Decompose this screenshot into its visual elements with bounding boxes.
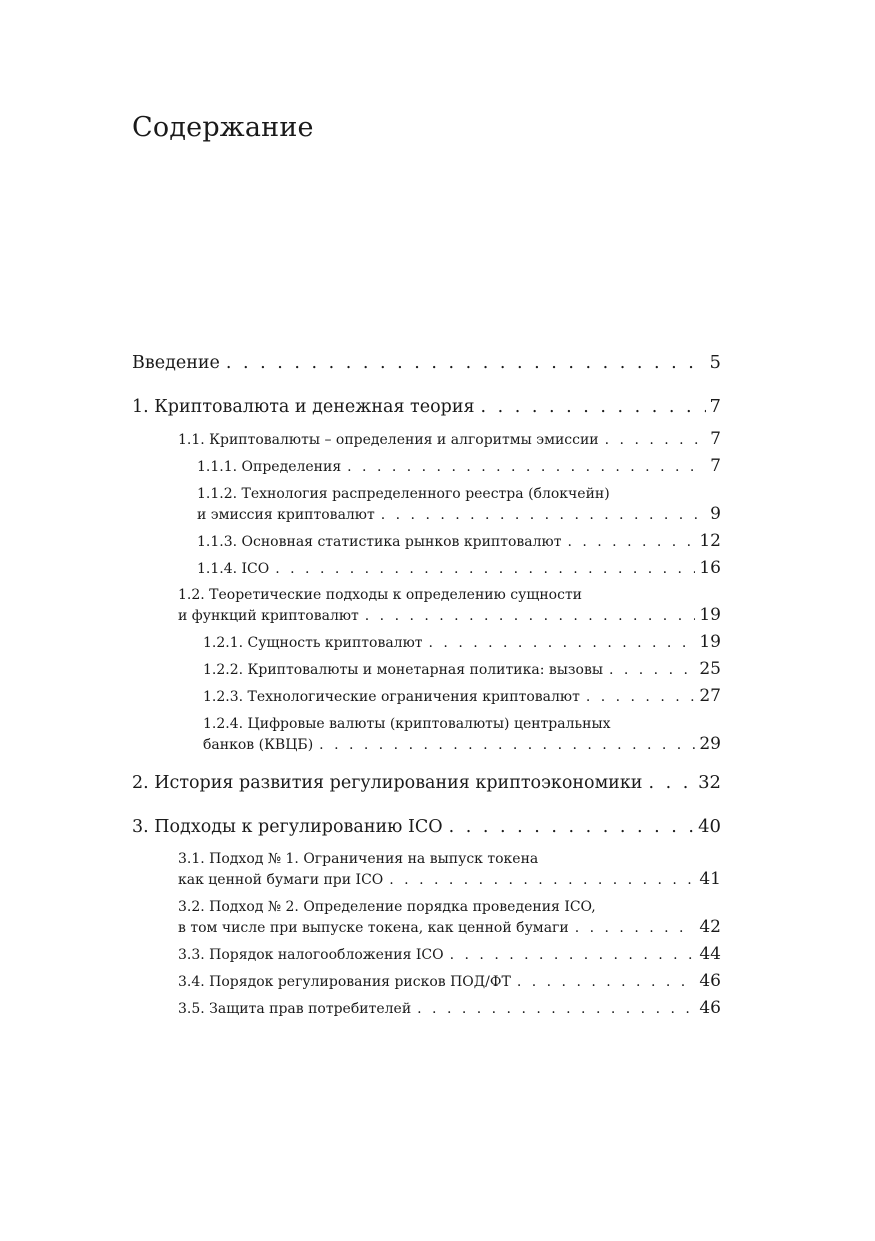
toc-entry-section-1-2-4 [203,714,721,755]
toc-entry-title: банков (КВЦБ) [203,737,314,753]
toc-entry-title: и функций криптовалют [178,608,359,624]
toc-entry-title: как ценной бумаги при ICO [178,872,384,888]
toc-entry-title: 1.2.2. Криптовалюты и монетарная политика: вызовы [203,662,603,678]
leader-dots [567,534,695,550]
toc-entry-section-1-2-2 [203,659,721,679]
leader-dots [365,606,696,626]
toc-entry-title: Введение [132,353,220,373]
toc-entry-title-line1: 1.1.2. Технология распределенного реестра (блокчейн) [197,486,610,502]
toc-entry-chapter-2 [132,772,721,793]
toc-page-number: 7 [709,396,721,417]
page-title: Содержание [132,112,314,143]
toc-entry-section-1-1-1 [197,456,721,476]
leader-dots [517,974,696,990]
leader-dots [481,397,706,417]
toc-entry-title: 1.2.1. Сущность криптовалют [203,635,423,651]
leader-dots [609,662,695,678]
toc-page-number: 7 [710,456,721,476]
leader-dots [417,1001,695,1017]
toc-entry-title-line1: 3.2. Подход № 2. Определение порядка проведения ICO, [178,899,596,915]
toc-entry-section-3-3 [178,944,721,964]
toc-entry-title: 3.3. Порядок налогообложения ICO [178,947,444,963]
toc-page-number: 9 [710,504,721,524]
toc-entry-section-3-1 [178,849,721,890]
toc-entry-title: 2. История развития регулирования криптоэкономики [132,773,643,793]
toc-page-number: 46 [699,998,721,1018]
toc-page-number: 27 [699,686,721,706]
toc-entry-title: 1. Криптовалюта и денежная теория [132,397,475,417]
toc-entry-section-1-1-4 [197,558,721,578]
leader-dots [347,459,706,475]
leader-dots [319,735,695,755]
toc-entry-section-1-2-3 [203,686,721,706]
toc-page-number: 41 [699,869,721,889]
leader-dots [450,947,696,963]
leader-dots [605,432,707,448]
toc-entry-title: 1.1.3. Основная статистика рынков криптовалют [197,534,562,550]
leader-dots [586,689,696,705]
leader-dots [429,635,696,651]
leader-dots [449,817,694,837]
toc-entry-title: 1.1.4. ICO [197,561,270,577]
toc-entry-section-3-4 [178,971,721,991]
toc-entry-title-line1: 3.1. Подход № 1. Ограничения на выпуск токена [178,851,539,867]
toc-entry-section-1-1 [178,429,721,449]
toc-page-number: 12 [699,531,721,551]
toc-page-number: 19 [699,605,721,625]
toc-entry-title: 3.4. Порядок регулирования рисков ПОД/ФТ [178,974,511,990]
toc-page-number: 32 [698,772,721,793]
leader-dots [389,870,695,890]
toc-entry-chapter-3 [132,816,721,837]
toc-page-number: 40 [698,816,721,837]
toc-entry-section-1-2-1 [203,632,721,652]
toc-entry-title: в том числе при выпуске токена, как ценной бумаги [178,920,569,936]
toc-page-number: 25 [699,659,721,679]
toc-entry-introduction [132,352,721,373]
toc-entry-title: 1.1. Криптовалюты – определения и алгоритмы эмиссии [178,432,599,448]
toc-page-number: 7 [710,429,721,449]
toc-entry-title: 3.5. Защита прав потребителей [178,1001,412,1017]
toc-page-number: 16 [699,558,721,578]
toc-entry-title: 3. Подходы к регулированию ICO [132,817,443,837]
toc-page-number: 42 [699,917,721,937]
toc-page-number: 19 [699,632,721,652]
toc-entry-section-3-2 [178,897,721,938]
leader-dots [381,505,706,525]
toc-page-number: 5 [709,352,721,373]
toc-entry-section-1-2 [178,585,721,626]
toc-entry-title-line1: 1.2.4. Цифровые валюты (криптовалюты) центральных [203,716,611,732]
toc-entry-section-1-1-3 [197,531,721,551]
toc-page-number: 46 [699,971,721,991]
toc-page-number: 44 [699,944,721,964]
leader-dots [226,353,706,373]
toc-page-number: 29 [699,734,721,754]
toc-entry-chapter-1 [132,396,721,417]
leader-dots [575,918,696,938]
toc-entry-section-1-1-2 [197,484,721,525]
toc-entry-title: 1.1.1. Определения [197,459,342,475]
toc-entry-title: 1.2.3. Технологические ограничения криптовалют [203,689,580,705]
leader-dots [275,561,695,577]
toc-entry-title: и эмиссия криптовалют [197,507,375,523]
toc-entry-title-line1: 1.2. Теоретические подходы к определению сущности [178,587,583,603]
toc-entry-section-3-5 [178,998,721,1018]
leader-dots [648,773,694,793]
